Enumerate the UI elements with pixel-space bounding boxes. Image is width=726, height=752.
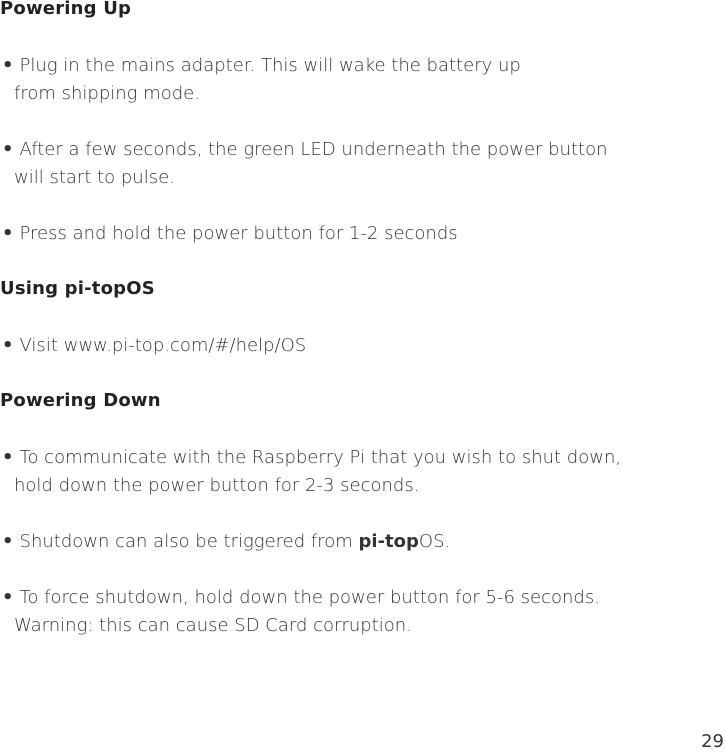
bullet-text-suffix: OS. <box>418 531 451 552</box>
bullet-icon: • <box>2 447 14 468</box>
bullet-text-cont: will start to pulse. <box>14 167 175 188</box>
heading-using-pi-topos: Using pi-topOS <box>0 278 155 299</box>
bullet-icon: • <box>2 531 14 552</box>
bullet-visit-site <box>2 332 306 360</box>
bullet-text: To force shutdown, hold down the power button for 5-6 seconds. <box>19 587 600 608</box>
bullet-shutdown-from-os <box>2 528 450 556</box>
bullet-communicate-shutdown <box>2 444 621 500</box>
bullet-green-led <box>2 136 608 192</box>
bullet-icon: • <box>2 55 14 76</box>
heading-powering-down: Powering Down <box>0 390 161 411</box>
bullet-text-cont: Warning: this can cause SD Card corruption. <box>14 615 412 636</box>
heading-powering-up: Powering Up <box>0 0 132 19</box>
bullet-text-bold: pi-top <box>358 531 419 552</box>
page-number: 29 <box>701 731 724 752</box>
bullet-text: Plug in the mains adapter. This will wake the battery up <box>19 55 521 76</box>
bullet-icon: • <box>2 139 14 160</box>
bullet-icon: • <box>2 587 14 608</box>
bullet-press-hold <box>2 220 458 248</box>
bullet-icon: • <box>2 223 14 244</box>
bullet-plug-adapter <box>2 52 521 108</box>
bullet-text: Visit www.pi-top.com/#/help/OS <box>19 335 307 356</box>
bullet-icon: • <box>2 335 14 356</box>
bullet-text: After a few seconds, the green LED underneath the power button <box>19 139 608 160</box>
bullet-text: Press and hold the power button for 1-2 seconds <box>19 223 458 244</box>
bullet-force-shutdown <box>2 584 600 640</box>
bullet-text: Shutdown can also be triggered from <box>19 531 359 552</box>
bullet-text-cont: hold down the power button for 2-3 seconds. <box>14 475 420 496</box>
bullet-text-cont: from shipping mode. <box>14 83 200 104</box>
bullet-text: To communicate with the Raspberry Pi that you wish to shut down, <box>19 447 622 468</box>
